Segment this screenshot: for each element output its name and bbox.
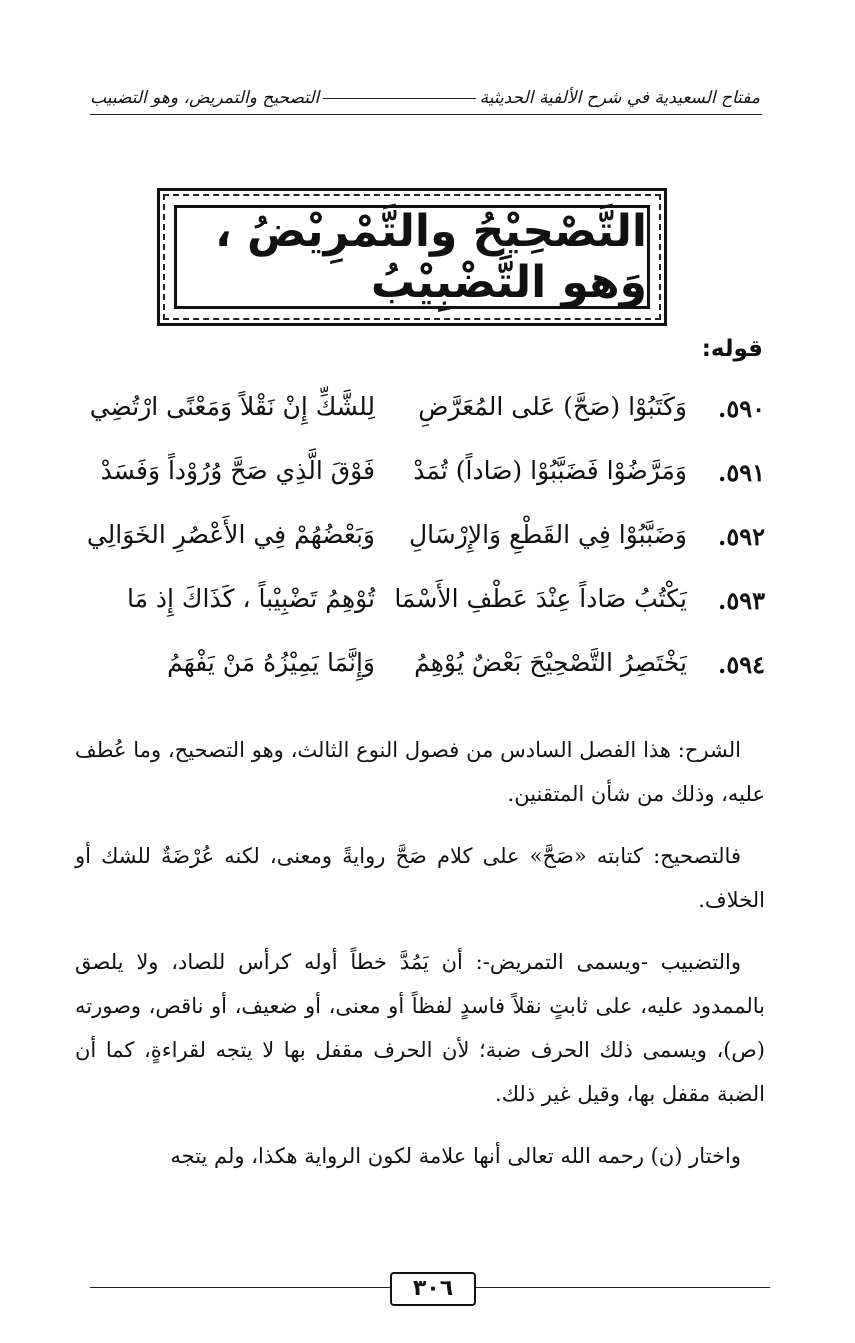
verse-number: ٥٩٠. bbox=[717, 394, 765, 423]
page-number: ٣٠٦ bbox=[390, 1272, 476, 1306]
intro-label: قوله: bbox=[701, 336, 763, 362]
verse-second-hemistich: تُوْهِمُ تَضْبِيْباً ، كَذَاكَ إِذ مَا bbox=[126, 584, 375, 613]
paragraph: والتضبيب -ويسمى التمريض-: أن يَمُدَّ خطاً أوله كرأس للصاد، ولا يلصق بالممدود عليه، على ثابتٍ نقلاً فاسدٍ لفظاً أو معنى، أو ضعيف، أو ناقص، وصورته (ص)، ويسمى ذلك الحرف ضبة؛ لأن الحرف مقفل بها لا يتجه لقراءةٍ، كما أن الضبة مقفل بها، وقيل غير ذلك. bbox=[75, 950, 765, 1106]
running-header bbox=[90, 84, 760, 112]
verse-first-hemistich: وَمَرَّضُوْا فَضَبَّبُوْا (صَاداً) تُمَدْ bbox=[413, 456, 687, 485]
verse-first-hemistich: يَخْتَصِرُ التَّصْحِيْحَ بَعْضٌ يُوْهِمُ bbox=[414, 648, 687, 677]
verse-number: ٥٩١. bbox=[717, 458, 765, 487]
paragraph: فالتصحيح: كتابته «صَحَّ» على كلام صَحَّ روايةً ومعنى، لكنه عُرْضَةٌ للشك أو الخلاف. bbox=[75, 844, 765, 912]
verse-first-hemistich: وَضَبَّبُوْا فِي القَطْعِ وَالإِرْسَالِ bbox=[409, 520, 687, 549]
verse-number: ٥٩٤. bbox=[717, 650, 765, 679]
footer-rule-right bbox=[476, 1287, 770, 1288]
verse-first-hemistich: يَكْتُبُ صَاداً عِنْدَ عَطْفِ الأَسْمَا bbox=[394, 584, 687, 613]
verse-list bbox=[75, 380, 765, 700]
chapter-title-box bbox=[174, 205, 650, 309]
header-dash-rule bbox=[323, 98, 475, 99]
footer-rule-left bbox=[90, 1287, 390, 1288]
header-section-title: التصحيح والتمريض، وهو التضبيب bbox=[90, 88, 320, 108]
chapter-title-frame bbox=[157, 188, 667, 326]
commentary-text bbox=[75, 728, 765, 1196]
verse-line bbox=[75, 636, 765, 700]
paragraph: الشرح: هذا الفصل السادس من فصول النوع الثالث، وهو التصحيح، وما عُطف عليه، وذلك من شأن المتقنين. bbox=[75, 738, 765, 806]
page-footer bbox=[90, 1272, 770, 1312]
header-divider bbox=[90, 114, 762, 115]
verse-second-hemistich: لِلشَّكِّ إِنْ نَقْلاً وَمَعْنًى ارْتُضِي bbox=[89, 392, 375, 421]
verse-second-hemistich: وَإِنَّمَا يَمِيْزُهُ مَنْ يَفْهَمُ bbox=[167, 648, 375, 677]
verse-second-hemistich: وَبَعْضُهُمْ فِي الأَعْصُرِ الخَوَالِي bbox=[86, 520, 375, 549]
verse-line bbox=[75, 572, 765, 636]
verse-line bbox=[75, 508, 765, 572]
verse-second-hemistich: فَوْقَ الَّذِي صَحَّ وُرُوْداً وَفَسَدْ bbox=[100, 456, 375, 485]
verse-line bbox=[75, 444, 765, 508]
chapter-title: التَّصْحِيْحُ والتَّمْرِيْضُ ، وَهو التَّضْبِيْبُ bbox=[215, 206, 647, 308]
header-book-title: مفتاح السعيدية في شرح الألفية الحديثية bbox=[479, 88, 760, 108]
verse-number: ٥٩٢. bbox=[717, 522, 765, 551]
verse-number: ٥٩٣. bbox=[717, 586, 765, 615]
paragraph: واختار (ن) رحمه الله تعالى أنها علامة لكون الرواية هكذا، ولم يتجه bbox=[170, 1144, 741, 1168]
verse-line bbox=[75, 380, 765, 444]
verse-first-hemistich: وَكَتَبُوْا (صَحَّ) عَلى المُعَرَّضِ bbox=[418, 392, 687, 421]
